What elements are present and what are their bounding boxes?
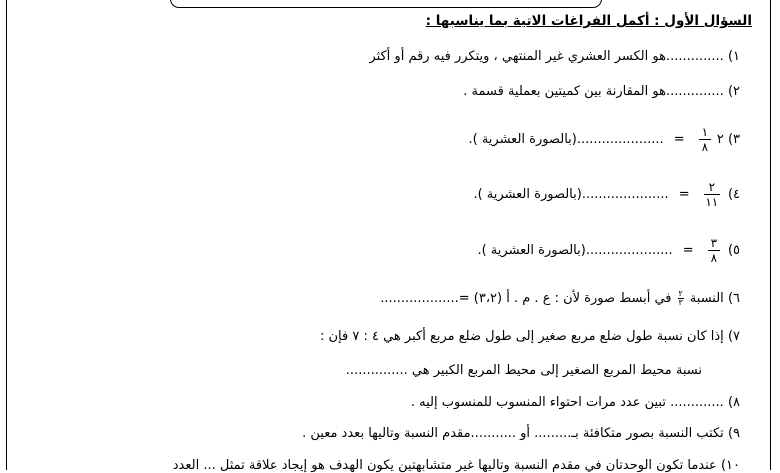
question-5 bbox=[477, 237, 740, 264]
question-10 bbox=[173, 458, 740, 473]
question-7 bbox=[320, 329, 740, 344]
question-number: ٩) bbox=[727, 426, 740, 441]
question-number: ٥) bbox=[727, 243, 740, 258]
question-2 bbox=[463, 84, 740, 99]
question-text: إذا كان نسبة طول ضلع مربع صغير إلى طول ضلع مربع أكبر هي ٤ : ٧ فإن : bbox=[319, 329, 724, 344]
question-number: ١) bbox=[727, 49, 740, 64]
mixed-number bbox=[695, 126, 724, 153]
page-border-right bbox=[770, 0, 771, 470]
fraction-denominator: ٨ bbox=[701, 140, 709, 154]
fraction-denominator: ١١ bbox=[705, 195, 719, 209]
title-box bbox=[170, 0, 602, 8]
question-text: ..............هو المقارنة بين كميتين بعملية قسمة . bbox=[463, 84, 724, 99]
question-number: ٨) bbox=[727, 395, 740, 410]
equals-sign: = bbox=[678, 187, 690, 202]
fraction-denominator: ٣ bbox=[678, 298, 683, 307]
whole-part: ٢ bbox=[716, 132, 724, 147]
fraction bbox=[678, 290, 684, 307]
question-text: ..............هو الكسر العشري غير المنتهي ، ويتكرر فيه رقم أو أكثر bbox=[369, 49, 724, 64]
fraction-denominator: ٨ bbox=[710, 251, 718, 265]
question-number: ٧) bbox=[727, 329, 740, 344]
question-4 bbox=[473, 181, 740, 208]
question-6 bbox=[380, 290, 740, 307]
fraction bbox=[699, 126, 711, 153]
question-8 bbox=[411, 395, 740, 410]
question-1 bbox=[369, 49, 740, 64]
question-9 bbox=[302, 426, 740, 441]
question-text: .....................(بالصورة العشرية ). bbox=[477, 243, 673, 258]
section-heading: السؤال الأول : أكمل الفراغات الاتية بما يناسبها : bbox=[425, 13, 752, 29]
question-text: في أبسط صورة لأن : ع . م . أ (٣،٢) =................... bbox=[380, 291, 672, 306]
fraction bbox=[704, 181, 720, 208]
fraction-numerator: ٣ bbox=[710, 236, 718, 250]
question-number: ٢) bbox=[727, 84, 740, 99]
fraction bbox=[708, 237, 720, 264]
question-number: ٣) bbox=[727, 132, 740, 147]
question-3 bbox=[468, 126, 740, 153]
question-text: عندما تكون الوحدتان في مقدم النسبة وتاليها غير متشابهتين يكون الهدف هو إيجاد علاقة تمثل ... العدد bbox=[172, 458, 717, 473]
page-border-left bbox=[6, 0, 7, 470]
question-text: .....................(بالصورة العشرية ). bbox=[468, 132, 664, 147]
question-7-subline: نسبة محيط المربع الصغير إلى محيط المربع الكبير هي ............... bbox=[345, 363, 702, 378]
question-text: ............. تبين عدد مرات احتواء المنسوب للمنسوب إليه . bbox=[410, 395, 724, 410]
question-text: تكتب النسبة بصور متكافئة بـ......... أو ...........مقدم النسبة وتاليها بعدد معين . bbox=[302, 426, 724, 441]
question-number: ٦) bbox=[727, 291, 740, 306]
equals-sign: = bbox=[673, 132, 685, 147]
question-prefix: النسبة bbox=[689, 291, 724, 306]
question-number: ٤) bbox=[727, 187, 740, 202]
equals-sign: = bbox=[682, 243, 694, 258]
fraction-numerator: ٢ bbox=[678, 289, 683, 298]
question-number: ١٠) bbox=[720, 458, 740, 473]
fraction-numerator: ١ bbox=[701, 125, 709, 139]
fraction-numerator: ٢ bbox=[708, 180, 716, 194]
question-text: .....................(بالصورة العشرية ). bbox=[473, 187, 669, 202]
